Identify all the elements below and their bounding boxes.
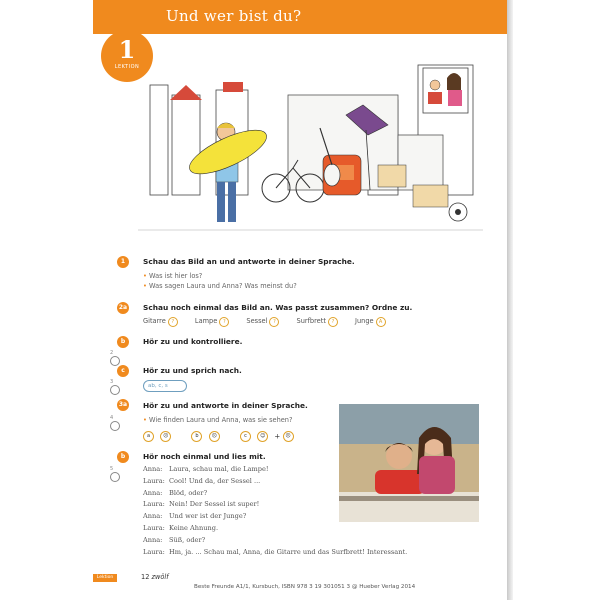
smiley-sad-icon[interactable]: ☹ [283,431,294,442]
answer-circle[interactable]: A [376,317,386,327]
exercise-number-2a: 2a [117,302,129,314]
audio-track[interactable]: 4 [110,415,122,425]
dialog-line: Anna: Blöd, oder? [143,488,208,497]
smiley-option-icon[interactable]: c [240,431,251,442]
exercise-2a-instruction: Schau noch einmal das Bild an. Was passt zusammen? Ordne zu. [143,303,413,312]
page-number: 12 zwölf [141,573,169,581]
match-word: Sessel ? [246,317,279,327]
smiley-sad-icon[interactable]: ☹ [160,431,171,442]
audio-track[interactable]: 2 [110,350,122,360]
smiley-options [143,431,298,442]
match-word: Surfbrett ? [297,317,338,327]
smiley-sad-icon[interactable]: ☹ [209,431,220,442]
answer-circle[interactable]: ? [168,317,178,327]
smiley-happy-icon[interactable]: a [143,431,154,442]
page-edge-shadow [507,0,513,600]
exercise-3a-instruction: Hör zu und antworte in deiner Sprache. [143,401,308,410]
match-word: Gitarre ? [143,317,178,327]
pronunciation-tag: ab, c, s [143,380,187,392]
dialog-line: Laura: Cool! Und da, der Sessel ... [143,476,261,485]
exercise-3b-instruction: Hör noch einmal und lies mit. [143,452,266,461]
lesson-title: Und wer bist du? [166,7,302,25]
girls-at-window-photo [339,404,479,522]
copyright-credit: Beste Freunde A1/1, Kursbuch, ISBN 978 3 19 301051 3 @ Hueber Verlag 2014 [194,584,416,590]
cd-icon [110,421,120,431]
lesson-number: 1 [118,35,136,64]
exercise-1-question-2: • Was sagen Laura und Anna? Was meinst du? [143,282,297,290]
audio-track[interactable]: 3 [110,379,122,389]
smiley-happy-icon[interactable]: ☺ [257,431,268,442]
answer-circle[interactable]: ? [219,317,229,327]
exercise-2b-instruction: Hör zu und kontrolliere. [143,337,243,346]
dialog-line: Laura: Hm, ja. ... Schau mal, Anna, die Gitarre und das Surfbrett! Interessant. [143,547,408,556]
exercise-number-3b: b [117,451,129,463]
exercise-3a-question: • Wie finden Laura und Anna, was sie sehen? [143,416,292,424]
dialog-line: Anna: Süß, oder? [143,535,206,544]
footer-lesson-tag: Lektion [93,574,117,582]
answer-circle[interactable]: ? [328,317,338,327]
dialog-line: Anna: Und wer ist der Junge? [143,512,247,521]
cd-icon [110,356,120,366]
match-word: Lampe ? [195,317,229,327]
lesson-label: LEKTION [114,64,140,70]
match-word: Junge A [355,317,386,327]
lesson-header [93,0,507,34]
exercise-number-3a: 3a [117,399,129,411]
exercise-2c-instruction: Hör zu und sprich nach. [143,366,242,375]
exercise-number-1: 1 [117,256,129,268]
exercise-number-2b: b [117,336,129,348]
plus-sign: + [274,432,281,441]
answer-circle[interactable]: ? [269,317,279,327]
cd-icon [110,385,120,395]
dialog-line: Laura: Nein! Der Sessel ist super! [143,500,260,509]
audio-track[interactable]: 5 [110,466,122,476]
match-word-list [143,317,401,327]
cd-icon [110,472,120,482]
exercise-number-2c: c [117,365,129,377]
exercise-1-question-1: • Was ist hier los? [143,272,202,280]
exercise-1-instruction: Schau das Bild an und antworte in deiner Sprache. [143,257,355,266]
moving-scene-illustration [98,40,486,245]
dialog-line: Anna: Laura, schau mal, die Lampe! [143,465,269,473]
smiley-happy-icon[interactable]: b [191,431,202,442]
dialog-line: Laura: Keine Ahnung. [143,523,219,532]
